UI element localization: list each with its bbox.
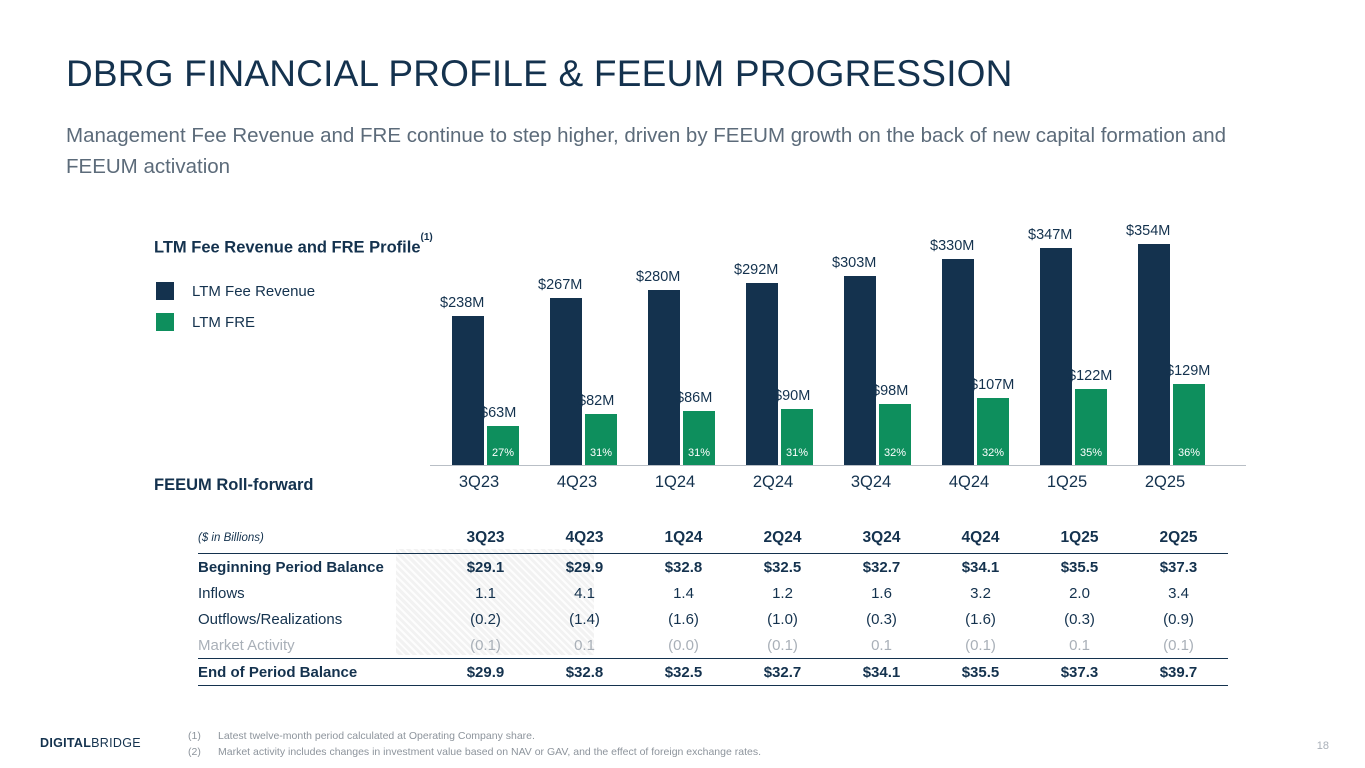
- footnote-1: [188, 728, 761, 744]
- footnote-2-text: Market activity includes changes in investment value based on NAV or GAV, and the effect of foreign exchange rates.: [218, 746, 762, 758]
- bar-group: [822, 215, 920, 465]
- legend-label-fee-revenue: LTM Fee Revenue: [192, 282, 316, 300]
- legend-label-fre: LTM FRE: [192, 313, 256, 331]
- table-cell: 1.6: [871, 584, 892, 602]
- table-units-label: ($ in Billions): [198, 525, 436, 554]
- table-cell: (0.1): [965, 636, 996, 654]
- legend-swatch-fre: [156, 313, 174, 331]
- table-column-header: 1Q25: [1030, 525, 1129, 554]
- bar-inner-percent-label: 27%: [491, 447, 515, 459]
- table-cell: 1.1: [475, 584, 496, 602]
- bar-label-ltm-fre: $129M: [1166, 363, 1211, 380]
- feeum-rollforward-table: [198, 525, 1228, 686]
- table-row: [198, 554, 1228, 581]
- table-cell: (0.3): [866, 610, 897, 628]
- bar-label-ltm-fre: $122M: [1068, 367, 1113, 384]
- table-column-header: 2Q25: [1129, 525, 1228, 554]
- table-row-label: Outflows/Realizations: [198, 610, 343, 628]
- bar-ltm-fee-revenue: [452, 316, 484, 465]
- legend-item-fee-revenue: [156, 282, 315, 300]
- legend-item-fre: [156, 313, 315, 331]
- table-cell: (0.9): [1163, 610, 1194, 628]
- page-title: DBRG FINANCIAL PROFILE & FEEUM PROGRESSION: [66, 53, 1013, 94]
- bar-group: [1116, 215, 1214, 465]
- table-row-label: Inflows: [198, 584, 245, 602]
- rollforward-heading: FEEUM Roll-forward: [154, 476, 314, 494]
- page-number: 18: [1316, 740, 1329, 752]
- table-column-header: 3Q24: [832, 525, 931, 554]
- bar-label-ltm-fee-revenue: $354M: [1126, 222, 1171, 239]
- bar-inner-percent-label: 32%: [981, 447, 1005, 459]
- table-cell: (0.3): [1064, 610, 1095, 628]
- table-cell: $39.7: [1129, 659, 1228, 686]
- bar-label-ltm-fre: $82M: [578, 392, 615, 409]
- footnote-1-text: Latest twelve-month period calculated at Operating Company share.: [218, 730, 535, 742]
- footnote-2-num: (2): [188, 746, 201, 758]
- table-cell: 0.1: [1069, 636, 1090, 654]
- table-cell: 1.4: [673, 584, 694, 602]
- chart-plot-area: [430, 215, 1250, 465]
- table-cell: $34.1: [832, 659, 931, 686]
- chart-heading-footnote-marker: (1): [420, 232, 433, 243]
- chart-heading: [154, 232, 433, 258]
- bar-group: [724, 215, 822, 465]
- bar-label-ltm-fee-revenue: $238M: [440, 295, 485, 312]
- bar-inner-percent-label: 31%: [687, 447, 711, 459]
- footnote-2: [188, 744, 761, 760]
- table-cell: 3.4: [1168, 584, 1189, 602]
- table-cell: $37.3: [1159, 558, 1198, 576]
- page-subtitle: Management Fee Revenue and FRE continue to step higher, driven by FEEUM growth on the back of new capital formation and FEEUM activation: [66, 124, 1227, 178]
- table-cell: $35.5: [1060, 558, 1099, 576]
- table-cell: $32.5: [763, 558, 802, 576]
- bar-label-ltm-fee-revenue: $330M: [930, 237, 975, 254]
- table-column-header: 2Q24: [733, 525, 832, 554]
- table-column-header: 4Q24: [931, 525, 1030, 554]
- table-cell: $32.5: [634, 659, 733, 686]
- table-cell: 2.0: [1069, 584, 1090, 602]
- table-column-header: 1Q24: [634, 525, 733, 554]
- bar-ltm-fee-revenue: [550, 298, 582, 465]
- bar-group: [528, 215, 626, 465]
- table-cell: 4.1: [574, 584, 595, 602]
- bar-group: [626, 215, 724, 465]
- x-axis-label: 3Q24: [850, 473, 892, 491]
- bar-group: [430, 215, 528, 465]
- table-cell: (1.6): [965, 610, 996, 628]
- bar-label-ltm-fre: $90M: [774, 387, 811, 404]
- bar-chart: [430, 215, 1250, 491]
- bar-inner-percent-label: 31%: [785, 447, 809, 459]
- logo-bold-text: DIGITAL: [40, 736, 92, 750]
- digitalbridge-logo: [40, 736, 141, 750]
- table-header-row: [198, 525, 1228, 554]
- table-cell: $35.5: [931, 659, 1030, 686]
- logo-light-text: BRIDGE: [91, 736, 141, 750]
- table-cell: $29.9: [436, 659, 535, 686]
- table-cell: (1.6): [668, 610, 699, 628]
- chart-heading-text: LTM Fee Revenue and FRE Profile: [154, 238, 421, 257]
- bar-ltm-fee-revenue: [746, 283, 778, 466]
- table-cell: 0.1: [871, 636, 892, 654]
- chart-legend: [156, 282, 315, 344]
- x-axis-label: 2Q25: [1144, 473, 1186, 491]
- bar-inner-percent-label: 36%: [1177, 447, 1201, 459]
- table-cell: $32.7: [862, 558, 901, 576]
- bar-inner-percent-label: 32%: [883, 447, 907, 459]
- table-row-label: End of Period Balance: [198, 659, 436, 686]
- bar-label-ltm-fee-revenue: $292M: [734, 261, 779, 278]
- table-cell: (0.0): [668, 636, 699, 654]
- table-row: [198, 632, 1228, 659]
- bar-inner-percent-label: 31%: [589, 447, 613, 459]
- x-axis-label: 2Q24: [752, 473, 794, 491]
- table-cell: 3.2: [970, 584, 991, 602]
- bar-label-ltm-fee-revenue: $303M: [832, 254, 877, 271]
- bar-label-ltm-fee-revenue: $267M: [538, 277, 583, 294]
- table-cell: (0.1): [1163, 636, 1194, 654]
- x-axis-label: 1Q25: [1046, 473, 1088, 491]
- bar-label-ltm-fee-revenue: $347M: [1028, 227, 1073, 244]
- bar-label-ltm-fre: $98M: [872, 382, 909, 399]
- table-row-label: Market Activity: [198, 636, 295, 654]
- table-row: [198, 606, 1228, 632]
- table-cell: (0.1): [470, 636, 501, 654]
- table-cell: $29.9: [565, 558, 604, 576]
- footnote-1-num: (1): [188, 730, 201, 742]
- table-row: [198, 659, 1228, 686]
- table-row-label: Beginning Period Balance: [198, 558, 384, 576]
- bar-ltm-fee-revenue: [942, 259, 974, 465]
- x-axis-label: 4Q23: [556, 473, 598, 491]
- bar-label-ltm-fre: $107M: [970, 377, 1015, 394]
- table-cell: (0.2): [470, 610, 501, 628]
- bar-label-ltm-fre: $63M: [480, 404, 517, 421]
- bar-ltm-fee-revenue: [1040, 248, 1072, 465]
- table-cell: (0.1): [767, 636, 798, 654]
- bar-inner-percent-label: 35%: [1079, 447, 1103, 459]
- bar-label-ltm-fre: $86M: [676, 390, 713, 407]
- bar-ltm-fee-revenue: [648, 290, 680, 465]
- table-cell: $34.1: [961, 558, 1000, 576]
- table-cell: (1.0): [767, 610, 798, 628]
- x-axis-label: 3Q23: [458, 473, 500, 491]
- footnotes: [188, 728, 761, 760]
- table-cell: $37.3: [1030, 659, 1129, 686]
- bar-group: [1018, 215, 1116, 465]
- table-cell: $32.8: [664, 558, 703, 576]
- table-column-header: 4Q23: [535, 525, 634, 554]
- legend-swatch-fee-revenue: [156, 282, 174, 300]
- table-cell: 0.1: [574, 636, 595, 654]
- bar-group: [920, 215, 1018, 465]
- bar-ltm-fre: [487, 426, 519, 465]
- bar-ltm-fee-revenue: [844, 276, 876, 465]
- table-cell: (1.4): [569, 610, 600, 628]
- x-axis-label: 4Q24: [948, 473, 990, 491]
- table-column-header: 3Q23: [436, 525, 535, 554]
- table-row: [198, 580, 1228, 606]
- chart-baseline: [430, 465, 1246, 466]
- x-axis-label: 1Q24: [654, 473, 696, 491]
- bar-label-ltm-fee-revenue: $280M: [636, 269, 681, 285]
- bar-ltm-fee-revenue: [1138, 244, 1170, 465]
- table-cell: $29.1: [466, 558, 505, 576]
- table-cell: $32.8: [535, 659, 634, 686]
- table-cell: $32.7: [733, 659, 832, 686]
- table-cell: 1.2: [772, 584, 793, 602]
